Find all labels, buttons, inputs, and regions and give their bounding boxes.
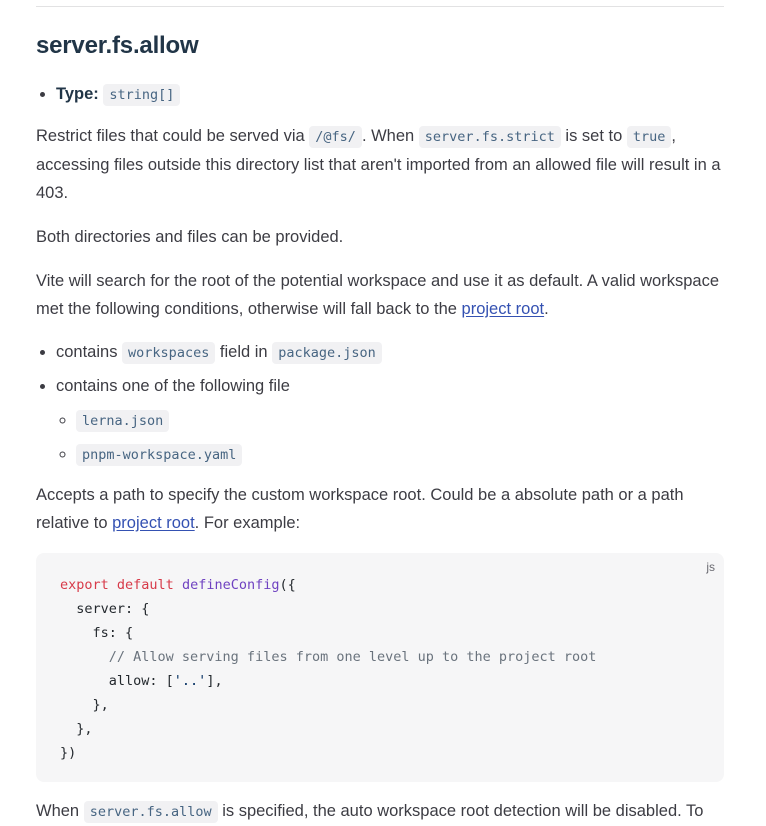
code-block[interactable] <box>36 553 724 782</box>
inline-code-workspaces: workspaces <box>122 342 215 364</box>
text: Restrict files that could be served via <box>36 127 310 145</box>
list-item <box>76 437 724 471</box>
files-list <box>56 403 724 471</box>
type-item <box>56 77 724 111</box>
code-language-label: js <box>706 560 715 574</box>
section-divider <box>36 6 724 7</box>
code-line: }, <box>60 697 109 713</box>
text: , accessing files outside this directory list that aren't imported from an allowed file will result in a 403. <box>36 127 721 202</box>
text: is set to <box>560 127 627 145</box>
code-line: }) <box>60 745 77 761</box>
inline-code-package-json: package.json <box>272 342 382 364</box>
list-item <box>76 403 724 437</box>
project-root-link[interactable]: project root <box>461 300 545 318</box>
project-root-link-2[interactable]: project root <box>112 514 195 532</box>
text: is specified, the auto workspace root detection will be disabled. To <box>217 802 704 820</box>
inline-code-pnpm: pnpm-workspace.yaml <box>76 444 242 466</box>
inline-code-lerna: lerna.json <box>76 410 169 432</box>
paragraph-both: Both directories and files can be provided. <box>36 228 344 246</box>
text: contains one of the following file <box>56 377 290 395</box>
type-value: string[] <box>103 84 180 106</box>
code-token: defineConfig <box>181 577 280 593</box>
text: . For example: <box>194 514 301 532</box>
inline-code-fs-path: /@fs/ <box>309 126 362 148</box>
paragraph-when <box>36 797 724 826</box>
code-line: }, <box>60 721 93 737</box>
code-string: '..' <box>173 673 207 689</box>
text: When <box>36 802 84 820</box>
list-item <box>56 335 724 369</box>
text: field in <box>215 343 273 361</box>
text: Vite will search for the root of the potential workspace and use it as default. A valid workspace met the following conditions, otherwise will fall back to the <box>36 272 719 318</box>
list-item <box>56 369 724 463</box>
paragraph-accepts <box>36 481 724 537</box>
code-comment: // Allow serving files from one level up to the project root <box>60 649 597 665</box>
text: . <box>544 300 549 318</box>
text: contains <box>56 343 123 361</box>
type-list <box>36 77 724 111</box>
code-content <box>60 573 596 765</box>
type-label: Type: <box>56 85 99 103</box>
inline-code-fs-allow: server.fs.allow <box>84 801 218 823</box>
code-token: allow: [ <box>60 673 174 689</box>
code-token: ({ <box>279 577 296 593</box>
text: . When <box>361 127 419 145</box>
code-line: server: { <box>60 601 150 617</box>
paragraph-search <box>36 267 724 323</box>
conditions-list <box>36 335 724 463</box>
section-heading: server.fs.allow <box>36 32 199 59</box>
inline-code-true: true <box>627 126 672 148</box>
code-line: fs: { <box>60 625 134 641</box>
text: Accepts a path to specify the custom workspace root. Could be a absolute path or a path relative to <box>36 486 684 532</box>
code-token: export default <box>60 577 174 593</box>
code-token: ], <box>206 673 223 689</box>
paragraph-restrict <box>36 122 724 207</box>
inline-code-strict: server.fs.strict <box>419 126 561 148</box>
